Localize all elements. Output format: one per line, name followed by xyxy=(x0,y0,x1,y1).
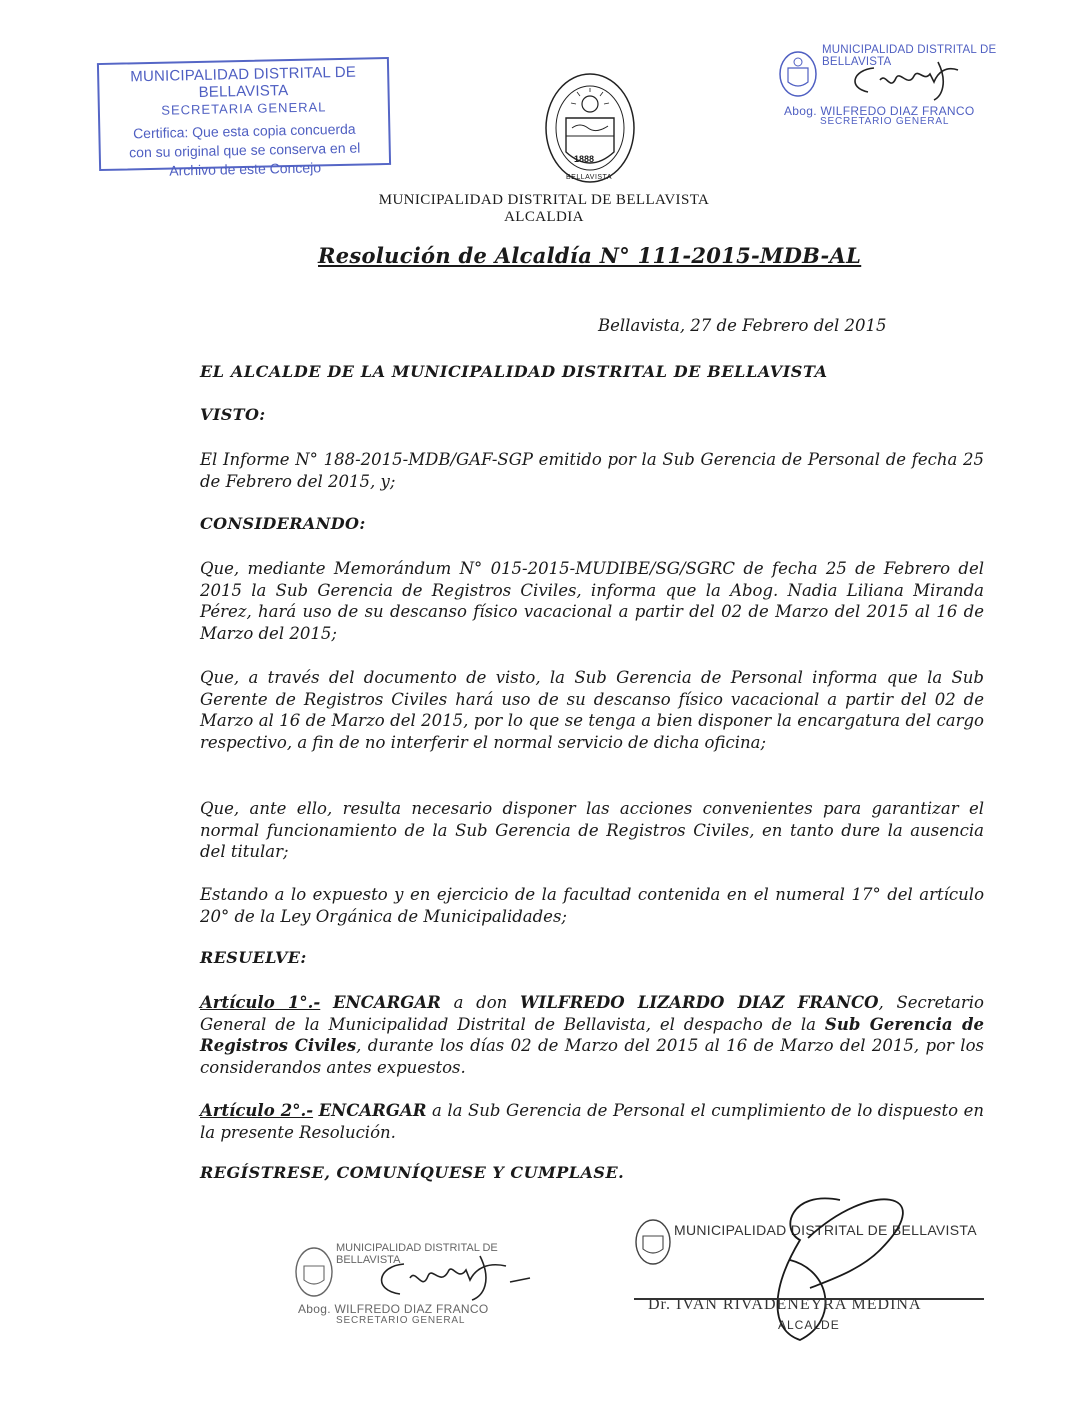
designee-name: WILFREDO LIZARDO DIAZ FRANCO xyxy=(520,993,879,1012)
municipal-seal xyxy=(540,70,640,188)
article-1-label: Artículo 1°.- xyxy=(200,993,321,1012)
secretary-stamp-top xyxy=(778,42,1018,132)
signature-secretary xyxy=(360,1242,540,1308)
stamp-institution: MUNICIPALIDAD DISTRITAL DE BELLAVISTA xyxy=(130,63,357,101)
document-date: Bellavista, 27 de Febrero del 2015 xyxy=(598,316,887,335)
institution-name: MUNICIPALIDAD DISTRITAL DE BELLAVISTA xyxy=(378,192,710,208)
seal-year: 1888 xyxy=(574,154,595,164)
certification-stamp xyxy=(97,57,391,179)
signer-role: ALCALDE xyxy=(778,1318,840,1332)
signer-name: Dr. IVAN RIVADENEYRA MEDINA xyxy=(648,1296,922,1313)
authority-heading: EL ALCALDE DE LA MUNICIPALIDAD DISTRITAL DE BELLAVISTA xyxy=(200,362,828,381)
coat-of-arms-icon xyxy=(540,70,640,188)
resuelve-heading: RESUELVE: xyxy=(200,948,307,967)
article-1-verb: ENCARGAR xyxy=(332,993,441,1012)
seal-bottom-text: BELLAVISTA xyxy=(566,174,612,181)
stamp-certify-text: Certifica: Que esta copia concuerda con su original que se conserva en el Archivo de este Concejo xyxy=(129,120,361,179)
stamp-office: SECRETARIA GENERAL xyxy=(161,99,327,118)
stamp-signer-role: SECRETARIO GENERAL xyxy=(820,116,950,127)
seal-small-icon xyxy=(778,50,818,98)
closing-formula: REGÍSTRESE, COMUNÍQUESE Y CUMPLASE. xyxy=(200,1163,625,1182)
considerando-paragraph: Que, a través del documento de visto, la Sub Gerencia de Personal informa que la Sub Gerente de Registros Civiles hará uso de su descanso físico vacacional a partir del 02 de Marzo al 16 de Marzo del 2015, por lo que se tenga a bien disponer la encargatura del cargo respectivo, a fin de no interferir el normal servicio de dicha oficina; xyxy=(200,668,984,752)
signature-block-secretary xyxy=(290,1232,550,1332)
stamp-muni-text: MUNICIPALIDAD DISTRITAL DE BELLAVISTA xyxy=(674,1222,977,1238)
signature-top xyxy=(838,52,988,110)
considerando-paragraph: Que, ante ello, resulta necesario disponer las acciones convenientes para garantizar el normal funcionamiento de la Sub Gerencia de Registros Civiles, en tanto dure la ausencia del titular; xyxy=(200,799,984,861)
document-header xyxy=(0,192,1088,226)
visto-heading: VISTO: xyxy=(200,405,266,424)
resolution-title: Resolución de Alcaldía N° 111-2015-MDB-AL xyxy=(318,243,862,268)
signer-name: Abog. WILFREDO DIAZ FRANCO xyxy=(298,1302,489,1316)
considerando-paragraph: Que, mediante Memorándum N° 015-2015-MUDIBE/SG/SGRC de fecha 25 de Febrero del 2015 la Sub Gerencia de Registros Civiles, informa que la Abog. Nadia Liliana Miranda Pérez, hará uso de su descanso físico vacacional a partir del 02 de Marzo del 2015 al 16 de Marzo del 2015; xyxy=(200,559,984,643)
office-name: ALCALDIA xyxy=(504,209,584,225)
seal-small-icon xyxy=(634,1218,672,1266)
stamp-muni-text: MUNICIPALIDAD DISTRITAL DE BELLAVISTA xyxy=(822,44,997,68)
considerando-paragraph: Estando a lo expuesto y en ejercicio de la facultad contenida en el numeral 17° del artículo 20° de la Ley Orgánica de Municipalidades; xyxy=(200,885,984,926)
signer-role: SECRETARIO GENERAL xyxy=(336,1315,466,1326)
considerando-heading: CONSIDERANDO: xyxy=(200,514,366,533)
seal-small-icon xyxy=(294,1246,334,1298)
stamp-muni-text: MUNICIPALIDAD DISTRITAL DE BELLAVISTA xyxy=(336,1242,498,1266)
article-2: Artículo 2°.- ENCARGAR a la Sub Gerencia de Personal el cumplimiento de lo dispuesto en la presente Resolución. xyxy=(200,1101,984,1142)
visto-text: El Informe N° 188-2015-MDB/GAF-SGP emitido por la Sub Gerencia de Personal de fecha 25 de Febrero del 2015, y; xyxy=(200,450,984,491)
office-designated: Sub Gerencia de Registros Civiles xyxy=(200,1014,984,1055)
article-1: Artículo 1°.- ENCARGAR a don WILFREDO LIZARDO DIAZ FRANCO, Secretario General de la Municipalidad Distrital de Bellavista, el despacho de la Sub Gerencia de Registros Civiles, durante los días 02 de Marzo del 2015 al 16 de Marzo del 2015, por los considerandos antes expuestos. xyxy=(200,993,984,1077)
article-2-label: Artículo 2°.- xyxy=(200,1101,314,1120)
signature-block-mayor xyxy=(630,1170,1030,1350)
article-2-verb: ENCARGAR xyxy=(318,1101,427,1120)
stamp-signer-name: Abog. WILFREDO DIAZ FRANCO xyxy=(784,104,975,118)
